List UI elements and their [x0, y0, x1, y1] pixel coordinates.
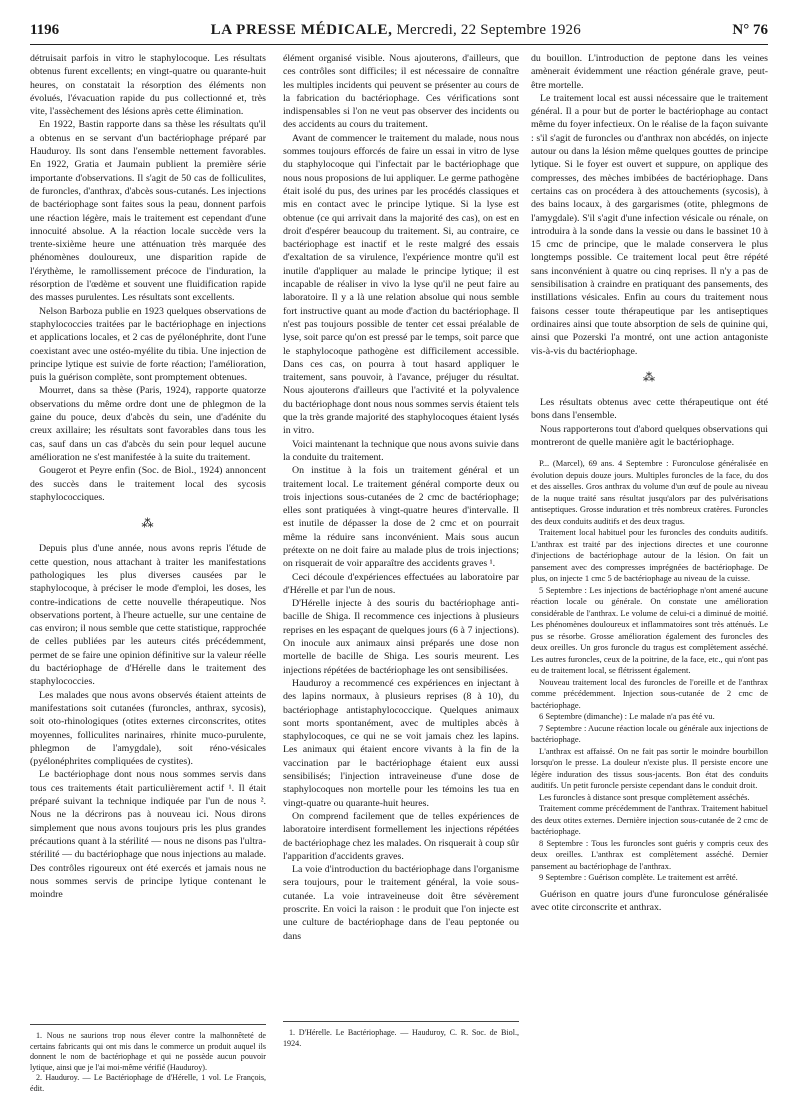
case-paragraph: Traitement comme précédemment de l'anthrax. Traitement habituel des deux otites externes. Dernière injection sous-cutanée de 2 cmc de bactériophage.: [531, 803, 768, 837]
paragraph: On comprend facilement que de telles expériences de laboratoire interdisent formellement les injections répétées de bactériophage chez les malades. On risquerait à coup sûr l'apparition d'accidents graves.: [283, 810, 519, 862]
case-paragraph: Les furoncles à distance sont presque complètement asséchés.: [539, 791, 750, 802]
paragraph: Le traitement local est aussi nécessaire que le traitement général. Il a pour but de porter le bactériophage au contact même du foyer infectieux. On le réalise de la façon suivante : s'il s'agit de furoncles ou d'anthrax non abcédés, on injecte autour ou dans la lésion même quelques gouttes de principe lytique. Si le foyer est ouvert et suppure, on applique des compresses, des mèches imbibées de bactériophage. Dans certains cas on procédera à des attouchements (sycosis), à des bains locaux, à des gargarismes (otite, phlegmons de l'amygdale). S'il s'agit d'une infection vésicale ou rénale, on introduira à la sonde dans la vessie ou dans le bassinet 10 à 15 cmc de principe, que le malade conservera le plus longtemps possible. Ce traitement local peut être répété sans inconvénient à quatre ou cinq reprises. Il n'y a pas de sensibilisation à craindre en pratiquant des pansements, des instillations vésicales. Enfin au cours du traitement nous faisons cesser toute thérapeutique par les antiseptiques ordinaires ainsi que toute absorption de sels de quinine qui, ainsi que Pozerski l'a montré, ont une action antagoniste vis-à-vis du bactériophage.: [531, 92, 768, 357]
case-paragraph: 9 Septembre : Guérison complète. Le traitement est arrêté.: [539, 872, 738, 883]
case-paragraph: Nouveau traitement local des furoncles de l'oreille et de l'anthrax comme précédemment. Injection sous-cutanée de 2 cmc de bactériophage.: [531, 676, 768, 710]
section-divider: ⁂: [643, 369, 656, 384]
paragraph: du bouillon. L'introduction de peptone dans les veines amènerait évidemment une réaction générale grave, peut-être mortelle.: [531, 53, 768, 91]
paragraph: On institue à la fois un traitement général et un traitement local. Le traitement général comporte deux ou trois injections sous-cutanées de 2 cmc de bactériophage; elles sont pratiquées à vingt-quatre heures d'intervalle. Il est inutile de dépasser la dose de 2 cmc et on pourrait même la réduire sans inconvénient. Mais sous aucun prétexte on ne doit faire au malade plus de trois injections; on risquerait de voir apparaître des accidents graves ¹.: [283, 465, 519, 570]
case-paragraph: 6 Septembre (dimanche) : Le malade n'a pas été vu.: [539, 711, 715, 722]
paragraph: Les résultats obtenus avec cette thérapeutique ont été bons dans l'ensemble.: [531, 397, 768, 422]
column-middle: [283, 52, 519, 1048]
case-report: [531, 458, 768, 884]
case-paragraph: P... (Marcel), 69 ans. 4 Septembre : Furonculose généralisée en évolution depuis douze jours. Multiples furoncles de la face, du dos et des aisselles. Gros anthrax du volume d'un œuf de poule au niveau de la nuque traité sans résultat jusqu'alors par des pulvérisations antiseptiques. Grosse induration et très nombreux cratères. Furoncles des deux conduits auditifs et des deux tragus.: [531, 458, 768, 526]
paragraph: Voici maintenant la technique que nous avons suivie dans la conduite du traitement.: [283, 438, 519, 463]
paragraph: Gougerot et Peyre enfin (Soc. de Biol., 1924) annoncent des succès dans le traitement local des sycosis staphylococciques.: [30, 465, 266, 503]
issue-date: Mercredi, 22 Septembre 1926: [396, 22, 581, 38]
paragraph: élément organisé visible. Nous ajouterons, d'ailleurs, que ces contrôles sont difficiles; il est nécessaire de connaître les multiples incidents qui peuvent se présenter au cours de la fabrication du bactériophage. Ces vérifications sont indispensables si l'on ne veut pas observer des incidents ou des accidents au cours du traitement.: [283, 53, 519, 131]
footnotes: [30, 1024, 266, 1094]
case-paragraph: 7 Septembre : Aucune réaction locale ou générale aux injections de bactériophage.: [531, 722, 768, 745]
column-right: [531, 52, 768, 914]
case-paragraph: 5 Septembre : Les injections de bactériophage n'ont amené aucune réaction locale ou générale. On constate une amélioration considérable de l'anthrax. Le volume de celui-ci a diminué de moitié. Les phénomènes douloureux et inflammatoires sont très atténués. Le pus se résorbe. Grosse amélioration également des furoncles des deux oreilles. Un gros furoncle du tragus est complètement asséché. Les autres furoncles, ceux de la poitrine, de la face, etc., qui n'ont pas eu de traitement local, se flétrissent également.: [531, 584, 768, 676]
paragraph: Avant de commencer le traitement du malade, nous nous sommes toujours efforcés de faire un essai in vitro de lyse du staphylocoque qui l'infectait par le bactériophage que nous nous proposions de lui appliquer. Le germe pathogène était isolé du pus, des urines par les procédés classiques et mis en contact avec le principe lytique. Si la lyse est obtenue (ce qui arrivait dans la majorité des cas), on est en droit d'espérer beaucoup du traitement. Si, au contraire, ce bactériophage est inactif et le reste malgré des essais d'exaltation de sa virulence, l'expérience montre qu'il est inutile d'appliquer au malade le principe lytique; il est incapable de réaliser in vivo la lyse qu'il ne peut faire au laboratoire. Il y a là une relation absolue qui nous semble fort instructive quant au mode d'action du bactériophage. Il n'est pas toujours possible de tenter cet essai préalable de lyse, soit parce qu'on est pressé par le temps, soit parce que le staphylocoque pathogène est difficilement accessible. Dans ces cas, on pourra à tout hasard appliquer le traitement, sans pouvoir, à l'avance, préjuger du résultat. Nous ajouterons d'ailleurs que l'activité et la polyvalence du bactériophage dont nous nous sommes servis étaient tels que la très grande majorité des staphylocoques étaient lysés in vitro.: [283, 132, 519, 437]
journal-title: LA PRESSE MÉDICALE,: [210, 22, 393, 38]
case-paragraph: Traitement local habituel pour les furoncles des conduits auditifs. L'anthrax est traité par des injections directes et une couronne d'injections de bactériophage autour de la lésion. On fait un pansement avec des compresses imprégnées de bactériophage. De plus, on injecte 1 cmc 5 de bactériophage au niveau de la cuisse.: [531, 527, 768, 584]
footnote: 2. Hauduroy. — Le Bactériophage de d'Hérelle, 1 vol. Le François, édit.: [30, 1073, 266, 1093]
paragraph: Depuis plus d'une année, nous avons repris l'étude de cette question, nous attachant à traiter les manifestations pathologiques les plus diverses causées par le staphylocoque, à préciser le mode d'emploi, les doses, les contre-indications de cette nouvelle thérapeutique. Nos observations portent, à l'heure actuelle, sur une centaine de cas environ; il nous semble que cette statistique, rapprochée de celles publiées par les auteurs cités précédemment, permet de se faire une opinion définitive sur la valeur réelle du bactériophage de d'Hérelle dans le traitement des staphylococcies.: [30, 543, 266, 688]
footnotes: [283, 1021, 519, 1049]
paragraph: détruisait parfois in vitro le staphylocoque. Les résultats obtenus furent excellents; en vingt-quatre ou quarante-huit heures, on constatait la résorption des éléments non évolués, l'évacuation rapide du pus collectionné et, très vite, l'assèchement des lésions après cette élimination.: [30, 53, 266, 118]
section-divider: ⁂: [141, 516, 155, 531]
issue-number: N° 76: [732, 22, 768, 38]
column-left: [30, 52, 266, 1093]
case-paragraph: L'anthrax est affaissé. On ne fait pas sortir le moindre bourbillon lorsqu'on le presse. La douleur n'existe plus. Il persiste encore une légère induration des tissus sous-jacents. Bon état des conduits auditifs. Un petit furoncle persiste cependant dans le conduit droit.: [531, 745, 768, 791]
case-paragraph: 8 Septembre : Tous les furoncles sont guéris y compris ceux des deux oreilles. L'anthrax est complètement asséché. Dernier pansement au bactériophage de l'anthrax.: [531, 837, 768, 871]
paragraph: Ceci découle d'expériences effectuées au laboratoire par d'Hérelle et par l'un de nous.: [283, 571, 519, 596]
journal-title-line: [211, 22, 581, 39]
paragraph: Mourret, dans sa thèse (Paris, 1924), rapporte quatorze observations du même ordre dont une de phlegmon de la gaine du pouce, deux d'abcès du sein, une d'adénite du creux axillaire; les résultats sont favorables dans tous les cas, sauf dans un cas d'abcès du sein pour lequel aucune amélioration ne s'est manifestée à la suite du traitement.: [30, 385, 266, 463]
paragraph: Guérison en quatre jours d'une furonculose généralisée avec otite circonscrite et anthrax.: [531, 888, 768, 914]
paragraph: D'Hérelle injecte à des souris du bactériophage anti-bacille de Shiga. Il recommence ces injections à plusieurs reprises en les espaçant de quelques jours (6 à 7 injections). On inocule aux animaux ainsi préparés une dose non mortelle de bacille de Shiga. Les souris meurent. Les injections répétées de bactériophage les ont sensibilisées.: [283, 598, 519, 676]
footnote: 1. D'Hérelle. Le Bactériophage. — Hauduroy, C. R. Soc. de Biol., 1924.: [283, 1028, 519, 1048]
paragraph: Nelson Barboza publie en 1923 quelques observations de staphylococcies traitées par le bactériophage en injections et applications locales, et 2 cas de pyélonéphrite, dont l'une coexistant avec une ostéo-myélite du tibia. Une injection de principe lytique est suivie de forte réaction; l'amélioration, puis la guérison complète, sont promptement obtenues.: [30, 305, 266, 384]
page-number: 1196: [30, 22, 60, 38]
paragraph: La voie d'introduction du bactériophage dans l'organisme sera toujours, pour le traitement général, la voie sous-cutanée. La voie intraveineuse doit être sévèrement proscrite. En voici la raison : le produit que l'on injecte est une culture de bactériophage dans de l'eau peptonée ou dans: [283, 864, 519, 942]
paragraph: Le bactériophage dont nous nous sommes servis dans tous ces traitements était particulièrement actif ¹. Il était préparé suivant la technique indiquée par l'un de nous ². Nous ne la décrirons pas à nouveau ici. Nous dirons simplement que nous avons toujours pris les plus grandes précautions quant à la stérilité — nous ne disons pas l'ultra-stérilité — du bactériophage que nous injections au malade. Des contrôles rigoureux ont été exercés et jamais nous ne nous sommes servis de principe lytique contenant le moindre: [30, 769, 266, 901]
paragraph: Les malades que nous avons observés étaient atteints de manifestations soit cutanées (furoncles, anthrax, sycosis), soit oto-rhinologiques (otites externes circonscrites, otites moyennes, folliculites narinaires, rhinite muco-purulente, phlegmon de l'amygdale), soit réno-vésicales (pyélonéphrites compliquées de cystites).: [30, 689, 266, 768]
footnote: 1. Nous ne saurions trop nous élever contre la malhonnêteté de certains fabricants qui ont mis dans le commerce un produit auquel ils donnent le nom de bactériophage et qui ne possède aucun pouvoir lytique, ainsi que je l'ai moi-même vérifié (Hauduroy).: [30, 1031, 266, 1072]
paragraph: En 1922, Bastin rapporte dans sa thèse les résultats qu'il a obtenus en se servant d'un bactériophage préparé par Hauduroy. Ils sont dans l'ensemble nettement favorables. En 1922, Gratia et Jaumain publient la première série importante d'observations. Il s'agit de 50 cas de folliculites, de furoncles, d'anthrax, d'abcès sous-cutanés. Les injections de bactériophage sont faites sous la peau, donnent parfois une réaction légère, mais le traitement est cependant d'une innocuité absolue. A la réaction locale succède vers la trente-sixième heure une atténuation très marquée des phénomènes douloureux, une disparition rapide de l'érythème, le ramollissement précoce de l'induration, la résorption de l'œdème et souvent une fluidification rapide des masses purulentes. Les résultats sont excellents.: [30, 119, 266, 304]
page-header: [30, 22, 768, 45]
paragraph: Nous rapporterons tout d'abord quelques observations qui montreront de quelle manière agit le bactériophage.: [531, 423, 768, 449]
paragraph: Hauduroy a recommencé ces expériences en injectant à des lapins normaux, à plusieurs reprises (8 à 10), du bactériophage antistaphylococcique. Quelques animaux sont morts spontanément, avec de multiples abcès à staphylocoques, ce qui ne se voit jamais chez les lapins. Les animaux qui étaient encore vivants à la fin de la vaccination par le bactériophage étaient eux aussi sensibilisés; l'injection intraveineuse d'une dose de staphylocoques non mortelle pour les témoins les tua en vingt-quatre ou quarante-huit heures.: [283, 677, 519, 809]
